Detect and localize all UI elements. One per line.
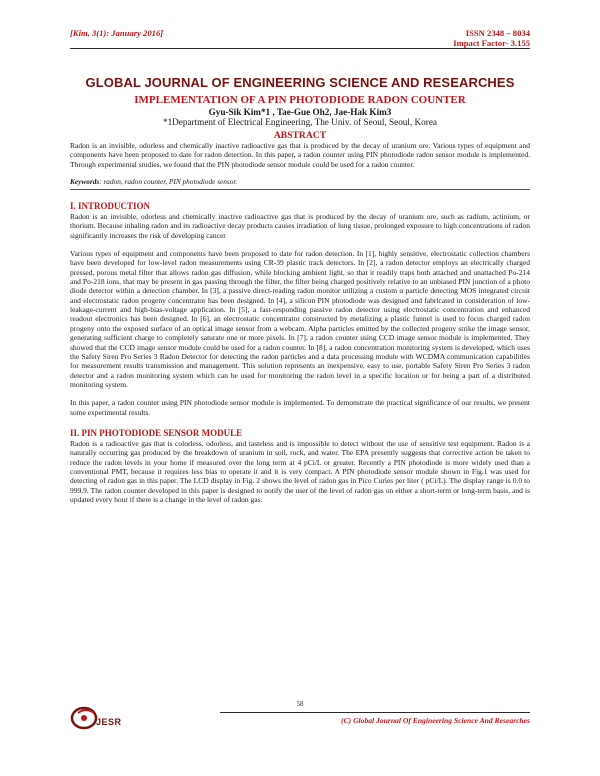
abstract-text: Radon is an invisible, odorless and chemically inactive radioactive gas that is produced by the decay of uranium ore. Various types of equipment and components have been proposed to date for radon detection. In this paper, a radon counter using PIN photodiode radon sensor module is implemented. Through experimental studies, we found that the PIN photodiode sensor module could be used for a radon counter.	[70, 141, 530, 169]
intro-paragraph-3: In this paper, a radon counter using PIN photodiode sensor module is implemented. To demonstrate the practical significance of our results, we present some experimental results.	[70, 398, 530, 417]
paper-page	[70, 28, 530, 504]
journal-title: GLOBAL JOURNAL OF ENGINEERING SCIENCE AND RESEARCHES	[85, 75, 515, 90]
issn-text: ISSN 2348 – 8034	[465, 28, 530, 38]
running-header-citation: [Kim, 3(1): January 2016]	[70, 28, 164, 38]
page-number: 58	[296, 701, 304, 708]
logo-text: JESR	[96, 717, 122, 727]
section-heading-introduction: I. INTRODUCTION	[70, 201, 151, 212]
keywords-line	[70, 177, 530, 186]
authors-line: Gyu-Sik Kim*1 , Tae-Gue Oh2, Jae-Hak Kim3	[208, 107, 392, 117]
impact-factor-text: Impact Factor- 3.155	[453, 38, 530, 48]
keywords-label: Keywords	[70, 177, 100, 187]
affiliation-line: *1Department of Electrical Engineering, The Univ. of Seoul, Seoul, Korea	[162, 117, 437, 127]
paragraph-gap	[70, 389, 530, 398]
keywords-rule	[70, 189, 530, 190]
footer-copyright: (C) Global Journal Of Engineering Science And Researches	[341, 716, 530, 725]
footer-rule	[220, 712, 530, 713]
section-heading-pin-photodiode: II. PIN PHOTODIODE SENSOR MODULE	[70, 427, 243, 438]
running-header-issn-block	[453, 28, 530, 48]
running-header	[70, 28, 530, 58]
paragraph-gap	[70, 240, 530, 249]
abstract-heading: ABSTRACT	[273, 130, 327, 141]
paper-title: IMPLEMENTATION OF A PIN PHOTODIODE RADON COUNTER	[134, 94, 466, 106]
keywords-text: : radon, radon counter, PIN photodiode sensor.	[99, 177, 238, 187]
intro-paragraph-2: Various types of equipment and components have been proposed to date for radon detection. In [1], highly sensitive, electrostatic collection chambers have been developed for low-level radon measurements using CR-39 plastic track detectors. In [2], a radon detector employs an electrically charged pressed, porous metal filter that allows radon gas diffusion, while blocking ambient light, so that it readily traps both attached and unattached Po-214 and Po-218 ions, that may be present in gas passing through the filter, the filter being charged positively relative to an unbiased PIN junction of a photo diode detector within a detection chamber. In [3], a passive direct-reading radon monitor utilizing a custom α particle detecting MOS integrated circuit and electrostatic radon progeny concentrator has been designed. In [4], a silicon PIN photodiode was designed and fabricated in consideration of low-leakage-current and high-bias-voltage application. In [5], a fast-responding passive radon detector using electrostatic concentration and enhanced readout electronics has been designed. In [6], an electrostatic concentrator constructed by metalizing a plastic funnel is used to focus charged radon progeny onto the exposed surface of an optical image sensor from a webcam. Alpha particles emitted by the collected progeny strike the image sensor, generating sufficient charge to completely saturate one or more pixels. In [7], a radon counter using CCD image sensor module is implemented. They showed that the CCD image sensor module could be used for a radon counter. In [8], a radon concentration monitoring system is developed, which uses the Safety Siren Pro Series 3 Radon Detector for detecting the radon particles and a data processing module with WCDMA communication capabilities for measurement results transmission and management. This solution represents an inexpensive, easy to use, portable Safety Siren Pro Series 3 radon detector and a radon monitoring system which can be used for monitoring the radon level in a specific location or for being a part of a distributed monitoring system.	[70, 249, 530, 389]
intro-paragraph-1: Radon is an invisible, odorless and chemically inactive radioactive gas that is produced by the decay of uranium ore, such as radium, actinium, or thorium. Because inhaling radon and its radioactive decay products causes irradiation of lung tissue, prolonged exposure to high concentrations of radon significantly increases the risk of developing cancer	[70, 212, 530, 240]
section2-paragraph-1: Radon is a radioactive gas that is colorless, odorless, and tasteless and is impossible to detect without the use of sensitive test equipment. Radon is a naturally occurring gas produced by the breakdown of uranium in soil, rock, and water. The EPA presently suggests that corrective action be taken to reduce the radon levels in your home if measured over the long term at 4 pCi/L or greater. Recently a PIN photodiode is more widely used than a conventional PMT, because it requires less bias to operate it and it is very compact. A PIN photodiode sensor module shown in Fig.1 was used for detecting of radon gas in this paper. The LCD display in Fig. 2 shows the level of radon gas in Pico Curies per liter ( pCi/L). The display range is 0.0 to 999.9. The radon counter developed in this paper is designed to notify the user of the level of radon gas on either a short-term or long-term basis, and is updated every hour if there is a change in the level of radon gas.	[70, 438, 530, 504]
